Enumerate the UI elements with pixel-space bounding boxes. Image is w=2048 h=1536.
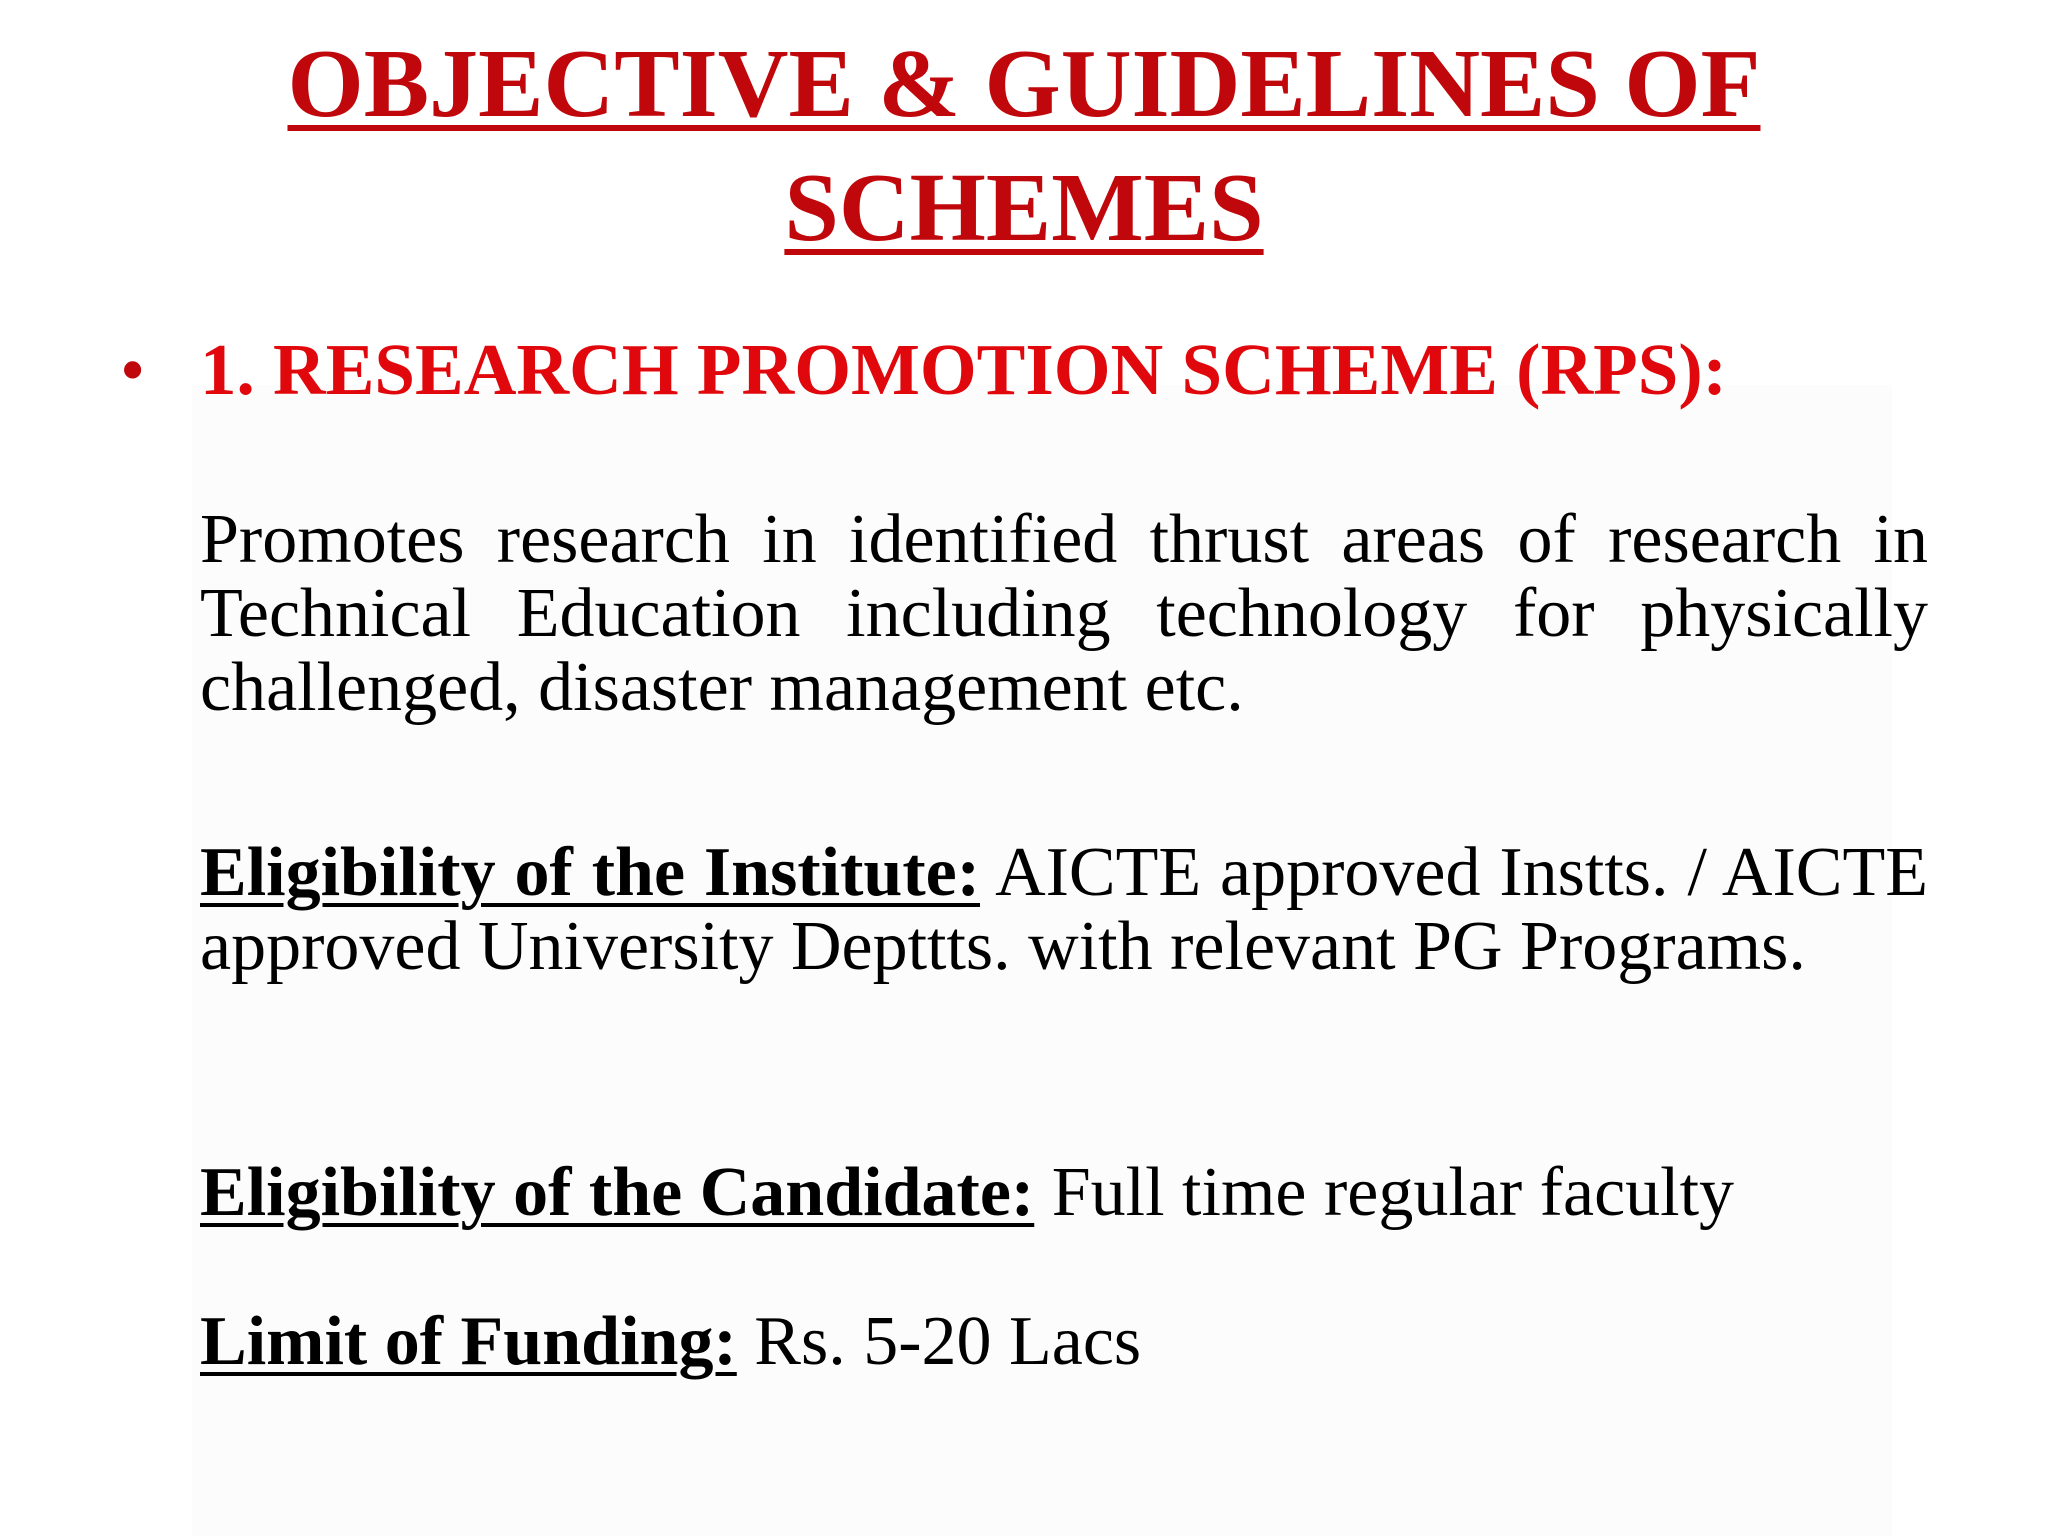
slide-title-line-2: SCHEMES xyxy=(784,154,1264,262)
funding-limit-value: Rs. 5-20 Lacs xyxy=(754,1303,1142,1380)
scheme-description: Promotes research in identified thrust areas of research in Technical Education including technology for physically challenged, disaster management etc. xyxy=(200,501,1928,726)
institute-eligibility-label: Eligibility of the Institute: xyxy=(200,834,981,911)
funding-limit-label: Limit of Funding: xyxy=(200,1303,737,1380)
candidate-eligibility-value: Full time regular faculty xyxy=(1051,1154,1735,1231)
section-heading: 1. RESEARCH PROMOTION SCHEME (RPS): xyxy=(200,329,1727,410)
candidate-eligibility xyxy=(200,1156,1928,1230)
institute-eligibility xyxy=(200,836,1928,984)
candidate-eligibility-label: Eligibility of the Candidate: xyxy=(200,1154,1035,1231)
section-bullet xyxy=(120,320,1727,420)
bullet-dot-icon: • xyxy=(120,330,146,410)
funding-limit xyxy=(200,1305,1928,1379)
slide-title-line-1: OBJECTIVE & GUIDELINES OF xyxy=(287,30,1761,138)
slide-title xyxy=(0,22,2048,270)
institute-eligibility-value: AICTE approved Instts. / AICTE approved University Depttts. with relevant PG Programs. xyxy=(200,834,1928,985)
